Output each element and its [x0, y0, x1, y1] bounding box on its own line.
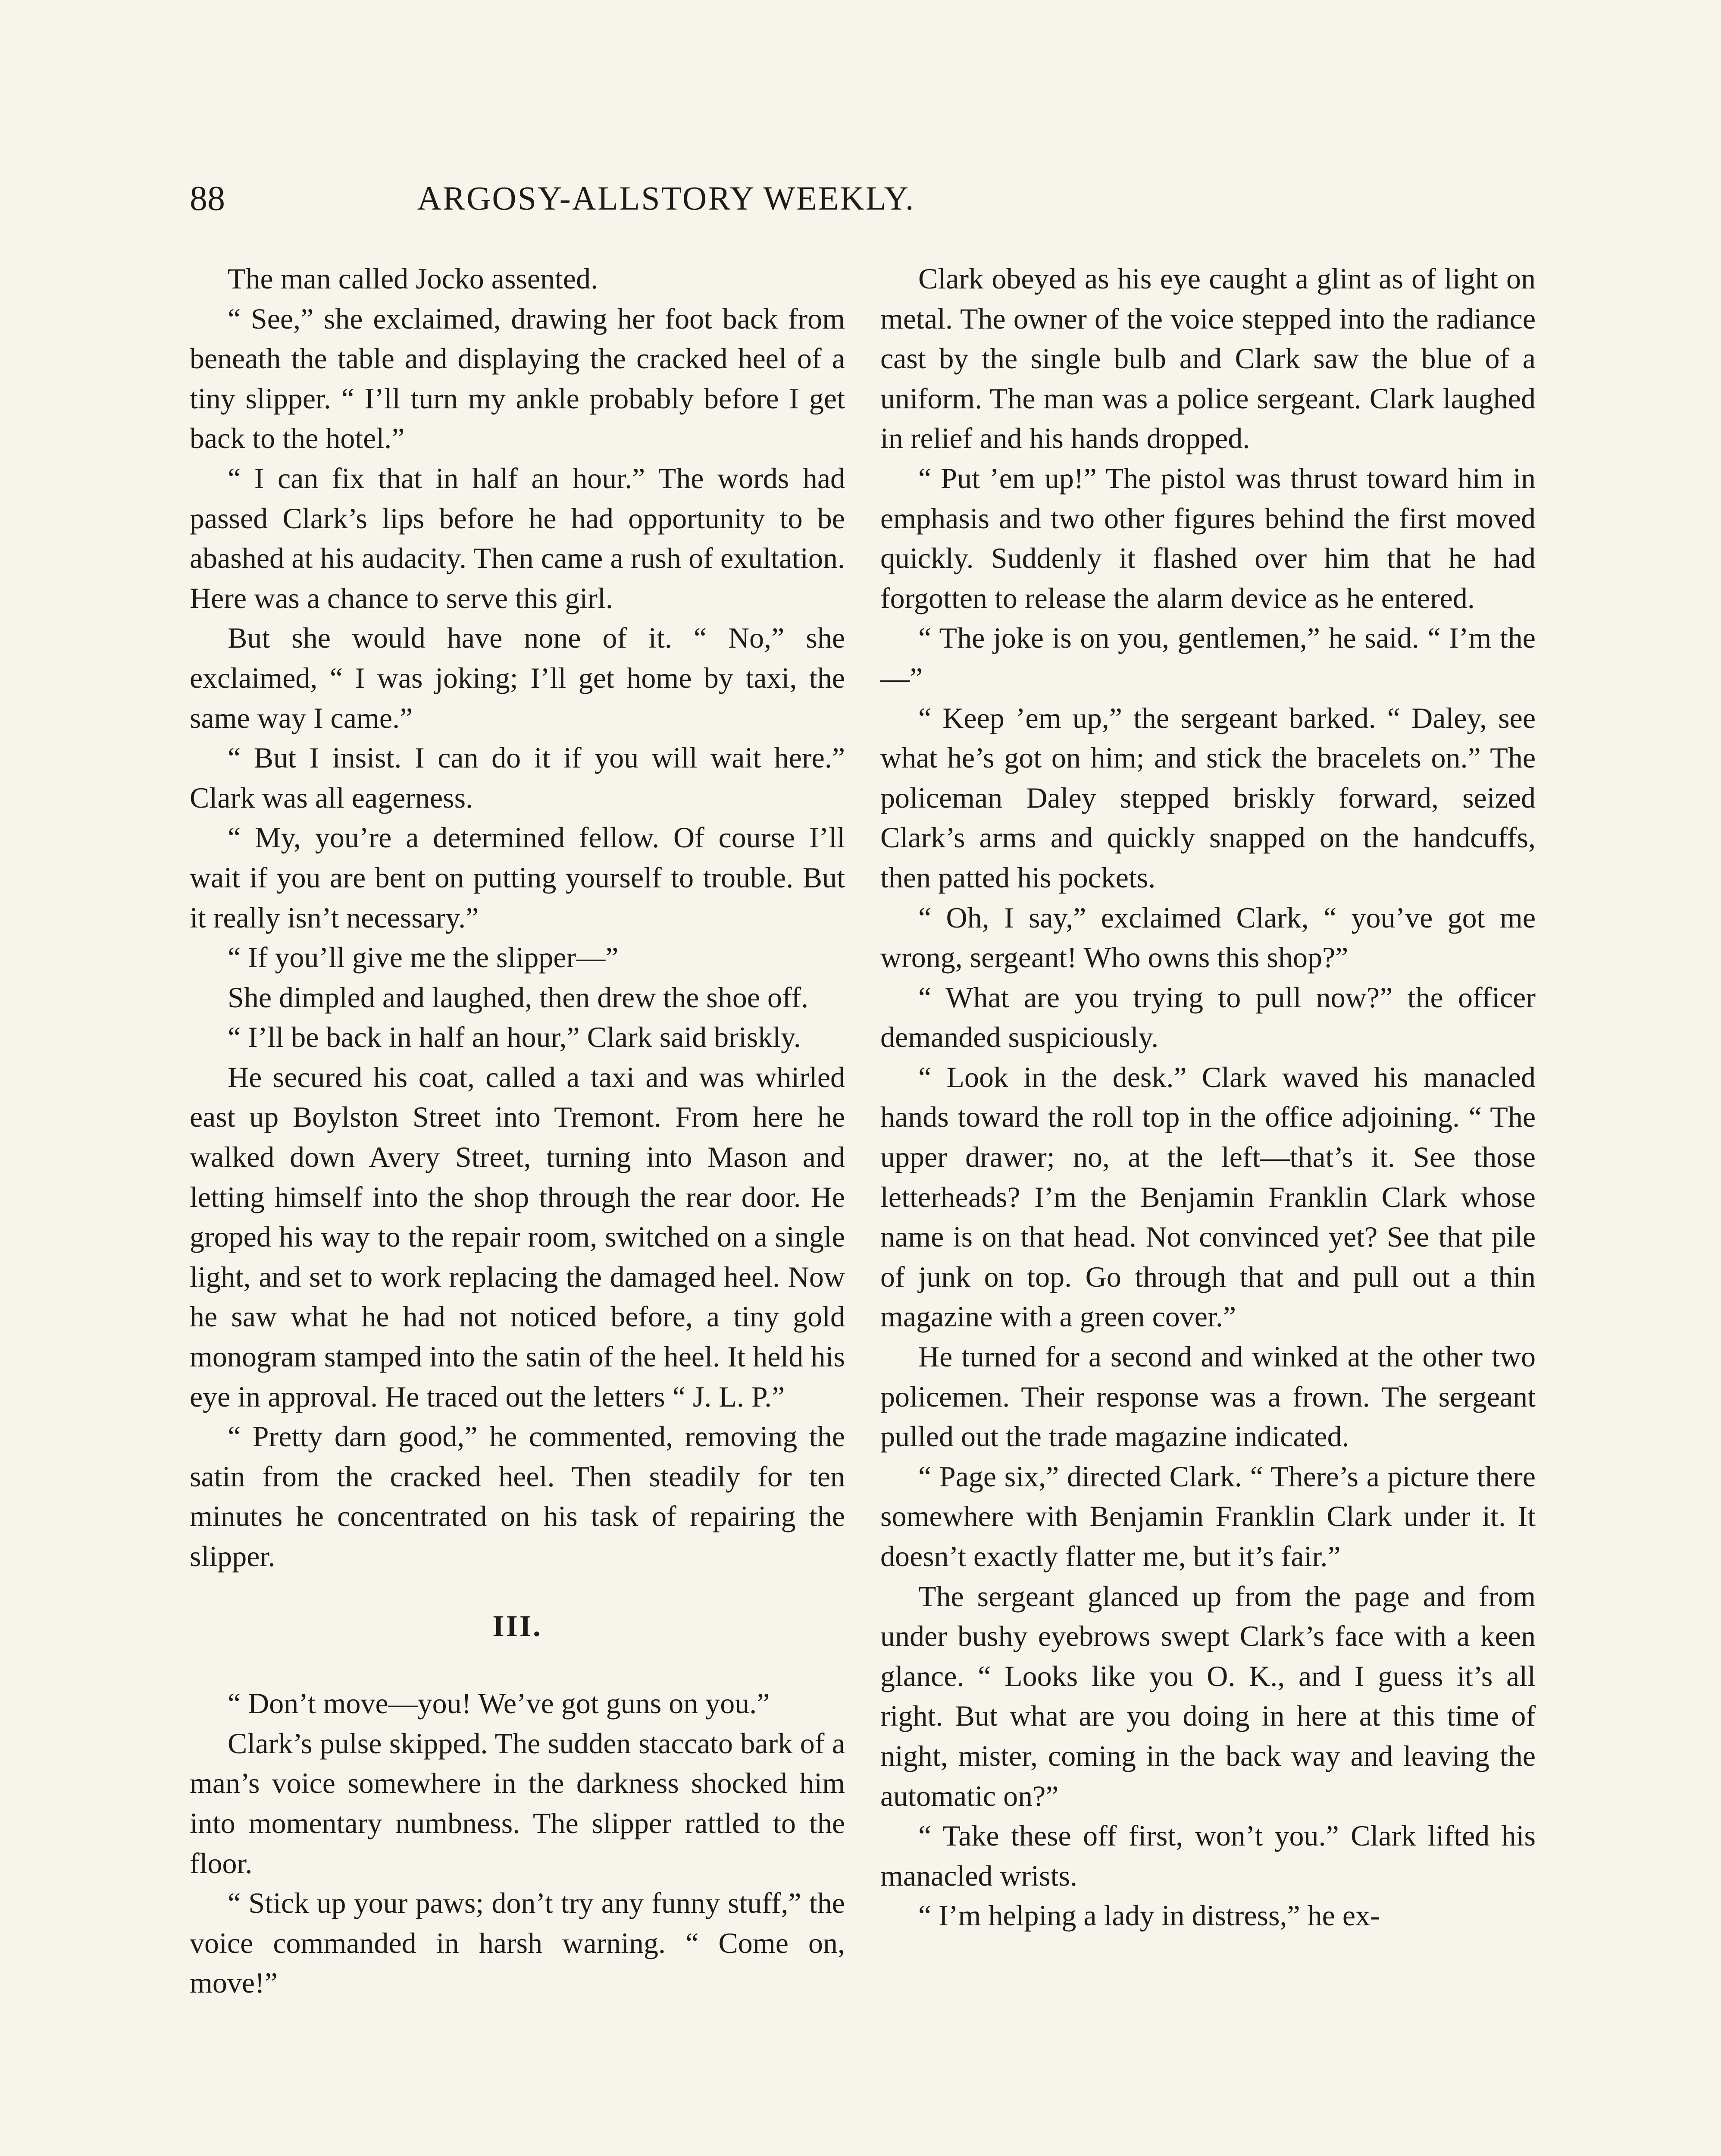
page-header — [190, 175, 1142, 222]
paragraph: Clark obeyed as his eye caught a glint as of light on metal. The owner of the voice stepped into the radiance cast by the single bulb and Clark saw the blue of a uniform. The man was a police sergeant. Clark laughed in relief and his hands dropped. — [880, 262, 1536, 455]
paragraph: Clark’s pulse skipped. The sudden staccato bark of a man’s voice somewhere in the darkness shocked him into momentary numbness. The slipper rattled to the floor. — [190, 1727, 845, 1880]
paragraph: “ If you’ll give me the slipper—” — [228, 941, 619, 974]
paragraph: “ The joke is on you, gentlemen,” he said. “ I’m the—” — [880, 621, 1536, 694]
paragraph: “ I can fix that in half an hour.” The words had passed Clark’s lips before he had opportunity to be abashed at his audacity. Then came a rush of exultation. Here was a chance to serve this girl. — [190, 461, 845, 614]
paragraph: But she would have none of it. “ No,” she exclaimed, “ I was joking; I’ll get home by taxi, the same way I came.” — [190, 621, 845, 734]
paragraph: “ Keep ’em up,” the sergeant barked. “ Daley, see what he’s got on him; and stick the bracelets on.” The policeman Daley stepped briskly forward, seized Clark’s arms and quickly snapped on the handcuffs, then patted his pockets. — [880, 701, 1536, 894]
paragraph: He secured his coat, called a taxi and was whirled east up Boylston Street into Tremont. From here he walked down Avery Street, turning into Mason and letting himself into the shop through the rear door. He groped his way to the repair room, switched on a single light, and set to work replacing the damaged heel. Now he saw what he had not noticed before, a tiny gold monogram stamped into the satin of the heel. It held his eye in approval. He traced out the letters “ J. L. P.” — [190, 1060, 845, 1413]
paragraph: “ Look in the desk.” Clark waved his manacled hands toward the roll top in the office adjoining. “ The upper drawer; no, at the left—that’s it. See those letterheads? I’m the Benjamin Franklin Clark whose name is on that head. Not convinced yet? See that pile of junk on top. Go through that and pull out a thin magazine with a green cover.” — [880, 1060, 1536, 1333]
paragraph: “ Pretty darn good,” he commented, removing the satin from the cracked heel. Then steadily for ten minutes he concentrated on his task of repairing the slipper. — [190, 1420, 845, 1573]
left-column — [190, 259, 845, 2156]
paragraph: “ Stick up your paws; don’t try any funny stuff,” the voice commanded in harsh warning. “ Come on, move!” — [190, 1887, 845, 1999]
paragraph: “ Take these off first, won’t you.” Clark lifted his manacled wrists. — [880, 1819, 1536, 1892]
paragraph: “ Put ’em up!” The pistol was thrust toward him in emphasis and two other figures behind the first moved quickly. Suddenly it flashed over him that he had forgotten to release the alarm device as he entered. — [880, 461, 1536, 614]
paragraph: “ What are you trying to pull now?” the officer demanded suspiciously. — [880, 981, 1536, 1054]
paragraph: “ I’ll be back in half an hour,” Clark said briskly. — [228, 1021, 801, 1054]
paragraph: “ Page six,” directed Clark. “ There’s a picture there somewhere with Benjamin Franklin Clark under it. It doesn’t exactly flatter me, but it’s fair.” — [880, 1460, 1536, 1573]
paragraph: He turned for a second and winked at the other two policemen. Their response was a frown. The sergeant pulled out the trade magazine indicated. — [880, 1340, 1536, 1453]
paragraph: “ But I insist. I can do it if you will wait here.” Clark was all eagerness. — [190, 741, 845, 814]
paragraph: “ My, you’re a determined fellow. Of course I’ll wait if you are bent on putting yourself to trouble. But it really isn’t necessary.” — [190, 821, 845, 934]
page-number: 88 — [190, 179, 225, 218]
paragraph: “ See,” she exclaimed, drawing her foot back from beneath the table and displaying the cracked heel of a tiny slipper. “ I’ll turn my ankle probably before I get back to the hotel.” — [190, 302, 845, 455]
paragraph: The man called Jocko assented. — [228, 262, 598, 295]
paragraph: The sergeant glanced up from the page and from under bushy eyebrows swept Clark’s face with a keen glance. “ Looks like you O. K., and I guess it’s all right. But what are you doing in here at this time of night, mister, coming in the back way and leaving the automatic on?” — [880, 1579, 1536, 1812]
running-head: ARGOSY-ALLSTORY WEEKLY. — [417, 179, 915, 217]
right-column — [880, 259, 1536, 2156]
section-heading: III. — [492, 1609, 542, 1643]
paragraph: “ Oh, I say,” exclaimed Clark, “ you’ve got me wrong, sergeant! Who owns this shop?” — [880, 901, 1536, 974]
paragraph: “ Don’t move—you! We’ve got guns on you.” — [228, 1687, 770, 1720]
paragraph: “ I’m helping a lady in distress,” he ex- — [918, 1899, 1380, 1932]
paragraph: She dimpled and laughed, then drew the shoe off. — [228, 981, 809, 1014]
